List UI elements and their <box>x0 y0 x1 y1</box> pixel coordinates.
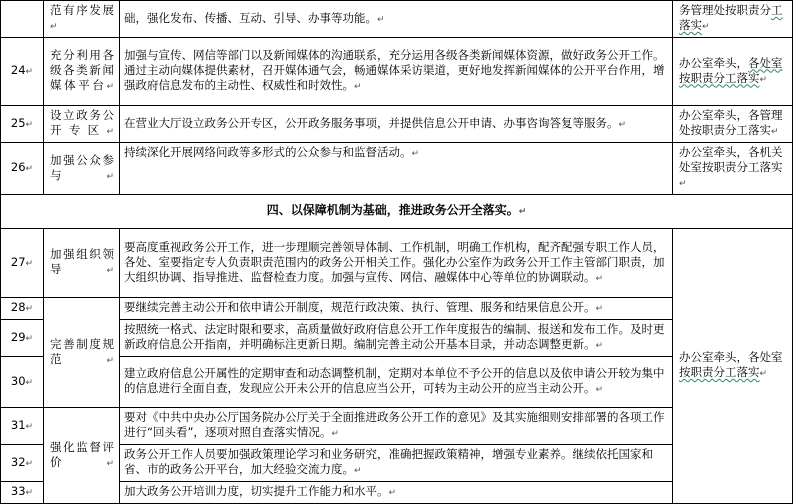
row-item: 强化监督评价↵ <box>44 408 120 504</box>
row-number: 33↵ <box>1 482 44 504</box>
row-responsibility: 办公室牵头，各管理处按职责分工落实↵ <box>673 106 793 143</box>
row-content: 加大政务公开培训力度，切实提升工作能力和水平。↵ <box>120 482 673 504</box>
row-number: 29↵ <box>1 320 44 357</box>
row-item: 完善制度规范↵ <box>44 298 120 408</box>
table-row <box>1 195 793 229</box>
row-content: 政务公开工作人员要加强政策理论学习和业务研究，准确把握政策精神，增强专业素养。继续依托国家和省、市的政务公开平台，加大经验交流力度。↵ <box>120 445 673 482</box>
row-item: 加强组织领导↵ <box>44 229 120 298</box>
row-number: 28↵ <box>1 298 44 320</box>
row-item: 加强公众参与↵ <box>44 143 120 195</box>
row-number: 30↵ <box>1 357 44 408</box>
row-number: 31↵ <box>1 408 44 445</box>
row-item: 范有序发展↵ <box>44 1 120 38</box>
row-responsibility: 办公室牵头，各处室按职责分工落实↵ <box>673 229 793 504</box>
row-content: 要对《中共中央办公厅国务院办公厅关于全面推进政务公开工作的意见》及其实施细则安排部署的各项工作进行“回头看”，逐项对照自查落实情况。↵ <box>120 408 673 445</box>
row-responsibility: 办公室牵头，各处室按职责分工落实↵ <box>673 38 793 106</box>
row-content: 在营业大厅设立政务公开专区，公开政务服务事项，并提供信息公开申请、办事咨询答复等服务。↵ <box>120 106 673 143</box>
row-responsibility: 务管理处按职责分工落实↵ <box>673 1 793 38</box>
row-content: 持续深化开展网络问政等多形式的公众参与和监督活动。↵ <box>120 143 673 195</box>
row-item: 设立政务公开专区↵ <box>44 106 120 143</box>
row-number: 25↵ <box>1 106 44 143</box>
row-number: 32↵ <box>1 445 44 482</box>
row-content: 按照统一格式、法定时限和要求，高质量做好政府信息公开工作年度报告的编制、报送和发布工作。及时更新政府信息公开指南，并明确标注更新日期。编制完善主动公开基本目录，并动态调整更新。↵ <box>120 320 673 357</box>
table-row <box>1 38 793 106</box>
table-row <box>1 143 793 195</box>
row-content: 要高度重视政务公开工作，进一步理顺完善领导体制、工作机制，明确工作机构，配齐配强专职工作人员，各处、室要指定专人负责职责范围内的政务公开相关工作。强化办公室作为政务公开工作主管部门职责，加大组织协调、指导推进、监督检查力度。加强与宣传、网信、融媒体中心等单位的协调联动。↵ <box>120 229 673 298</box>
table-row <box>1 229 793 298</box>
row-number: 26↵ <box>1 143 44 195</box>
table-row <box>1 1 793 38</box>
row-number: 24↵ <box>1 38 44 106</box>
table-row <box>1 106 793 143</box>
row-content: 加强与宣传、网信等部门以及新闻媒体的沟通联系，充分运用各级各类新闻媒体资源，做好政务公开工作。通过主动向媒体提供素材，召开媒体通气会，畅通媒体采访渠道，更好地发挥新闻媒体的公开平台作用，增强政府信息发布的主动性、权威性和时效性。↵ <box>120 38 673 106</box>
row-content: 建立政府信息公开属性的定期审查和动态调整机制，定期对本单位不予公开的信息以及依申请公开较为集中的信息进行全面自查，发现应公开未公开的信息应当公开，可转为主动公开的应当主动公开。↵ <box>120 357 673 408</box>
row-item: 充分利用各级各类新闻媒体平台↵ <box>44 38 120 106</box>
row-responsibility: 办公室牵头，各机关处室按职责分工落实↵ <box>673 143 793 195</box>
section-heading: 四、以保障机制为基础，推进政务公开全落实。↵ <box>1 195 793 229</box>
row-number <box>1 1 44 38</box>
row-content: 要继续完善主动公开和依申请公开制度，规范行政决策、执行、管理、服务和结果信息公开。↵ <box>120 298 673 320</box>
row-number: 27↵ <box>1 229 44 298</box>
row-content: 础，强化发布、传播、互动、引导、办事等功能。↵ <box>120 1 673 38</box>
